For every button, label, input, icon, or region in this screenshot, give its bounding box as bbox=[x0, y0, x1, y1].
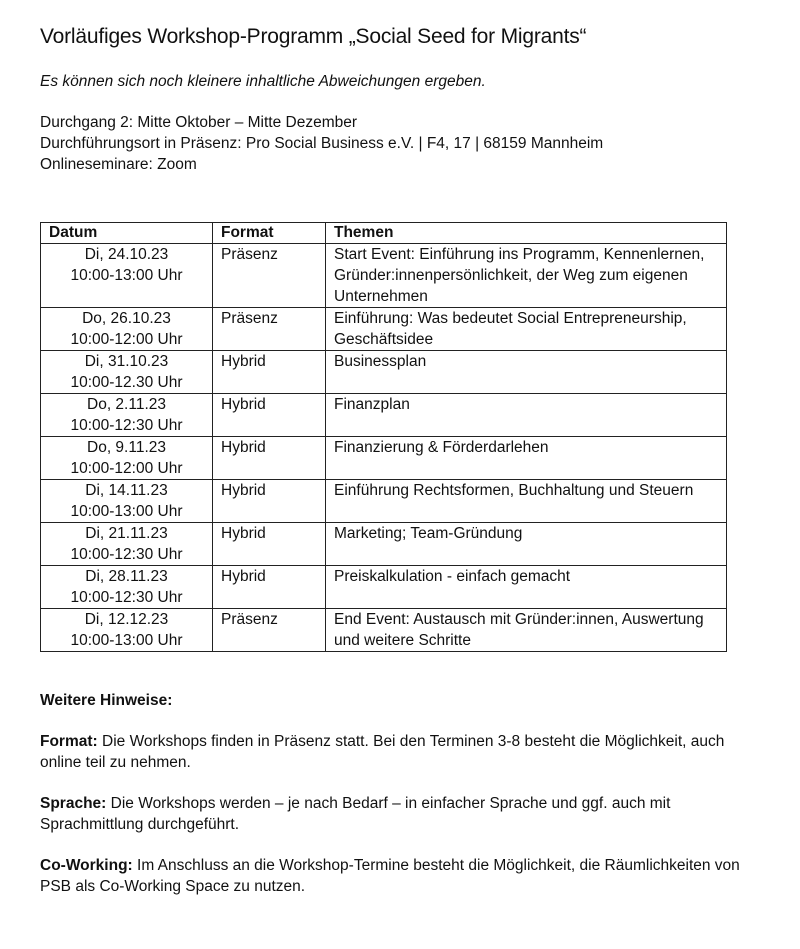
format-cell: Präsenz bbox=[213, 609, 326, 652]
table-header-row bbox=[41, 223, 727, 244]
table-row bbox=[41, 244, 727, 308]
date: Di, 12.12.23 bbox=[84, 611, 169, 628]
time: 10:00-12:30 Uhr bbox=[70, 546, 183, 563]
format-cell: Hybrid bbox=[213, 523, 326, 566]
durchgang-line: Durchgang 2: Mitte Oktober – Mitte Dezember bbox=[40, 114, 358, 131]
time: 10:00-13:00 Uhr bbox=[70, 632, 183, 649]
date-cell bbox=[41, 351, 213, 394]
table-row bbox=[41, 394, 727, 437]
date: Di, 21.11.23 bbox=[85, 525, 168, 542]
table-row bbox=[41, 566, 727, 609]
format-cell: Präsenz bbox=[213, 308, 326, 351]
note-coworking-text: Im Anschluss an die Workshop-Termine besteht die Möglichkeit, die Räumlichkeiten von PSB als Co-Working Space zu nutzen. bbox=[40, 857, 740, 895]
time: 10:00-12:30 Uhr bbox=[70, 589, 183, 606]
format-cell: Hybrid bbox=[213, 351, 326, 394]
date-cell bbox=[41, 394, 213, 437]
format-cell: Hybrid bbox=[213, 394, 326, 437]
date: Di, 24.10.23 bbox=[84, 246, 169, 263]
note-sprache-label: Sprache: bbox=[40, 795, 107, 812]
format-cell: Präsenz bbox=[213, 244, 326, 308]
time: 10:00-12.30 Uhr bbox=[70, 374, 183, 391]
table-row bbox=[41, 308, 727, 351]
date: Di, 14.11.23 bbox=[85, 482, 168, 499]
date-cell bbox=[41, 523, 213, 566]
note-coworking bbox=[40, 855, 760, 897]
notes-section bbox=[40, 690, 760, 897]
topic-cell: Finanzplan bbox=[326, 394, 727, 437]
date-cell bbox=[41, 480, 213, 523]
table-row bbox=[41, 480, 727, 523]
date: Di, 31.10.23 bbox=[84, 353, 169, 370]
table-row bbox=[41, 437, 727, 480]
program-meta bbox=[40, 112, 760, 175]
date-cell bbox=[41, 609, 213, 652]
note-format-label: Format: bbox=[40, 733, 98, 750]
table-row bbox=[41, 351, 727, 394]
topic-cell: End Event: Austausch mit Gründer:innen, Auswertung und weitere Schritte bbox=[326, 609, 727, 652]
topic-cell: Marketing; Team-Gründung bbox=[326, 523, 727, 566]
time: 10:00-13:00 Uhr bbox=[70, 267, 183, 284]
topic-cell: Start Event: Einführung ins Programm, Kennenlernen, Gründer:innenpersönlichkeit, der Weg zum eigenen Unternehmen bbox=[326, 244, 727, 308]
topic-cell: Einführung: Was bedeutet Social Entrepreneurship, Geschäftsidee bbox=[326, 308, 727, 351]
date: Do, 26.10.23 bbox=[82, 310, 171, 327]
time: 10:00-13:00 Uhr bbox=[70, 503, 183, 520]
note-coworking-label: Co-Working: bbox=[40, 857, 133, 874]
header-themen: Themen bbox=[326, 223, 727, 244]
header-format: Format bbox=[213, 223, 326, 244]
document-title: Vorläufiges Workshop-Programm „Social Seed for Migrants“ bbox=[40, 25, 587, 48]
online-line: Onlineseminare: Zoom bbox=[40, 156, 197, 173]
date: Do, 2.11.23 bbox=[87, 396, 166, 413]
format-cell: Hybrid bbox=[213, 437, 326, 480]
date-cell bbox=[41, 308, 213, 351]
topic-cell: Finanzierung & Förderdarlehen bbox=[326, 437, 727, 480]
date-cell bbox=[41, 244, 213, 308]
venue-line: Durchführungsort in Präsenz: Pro Social Business e.V. | F4, 17 | 68159 Mannheim bbox=[40, 135, 604, 152]
date-cell bbox=[41, 437, 213, 480]
topic-cell: Businessplan bbox=[326, 351, 727, 394]
format-cell: Hybrid bbox=[213, 566, 326, 609]
notes-heading: Weitere Hinweise: bbox=[40, 692, 173, 709]
date: Di, 28.11.23 bbox=[85, 568, 168, 585]
topic-cell: Preiskalkulation - einfach gemacht bbox=[326, 566, 727, 609]
date-cell bbox=[41, 566, 213, 609]
time: 10:00-12:30 Uhr bbox=[70, 417, 183, 434]
note-sprache bbox=[40, 793, 760, 835]
time: 10:00-12:00 Uhr bbox=[70, 460, 183, 477]
date: Do, 9.11.23 bbox=[87, 439, 166, 456]
table-row bbox=[41, 523, 727, 566]
note-sprache-text: Die Workshops werden – je nach Bedarf – in einfacher Sprache und ggf. auch mit Sprachmittlung durchgeführt. bbox=[40, 795, 671, 833]
note-format-text: Die Workshops finden in Präsenz statt. Bei den Terminen 3-8 besteht die Möglichkeit, auch online teil zu nehmen. bbox=[40, 733, 725, 771]
time: 10:00-12:00 Uhr bbox=[70, 331, 183, 348]
header-datum: Datum bbox=[41, 223, 213, 244]
schedule-table bbox=[40, 222, 727, 652]
disclaimer-note: Es können sich noch kleinere inhaltliche Abweichungen ergeben. bbox=[40, 73, 486, 90]
format-cell: Hybrid bbox=[213, 480, 326, 523]
document-page bbox=[40, 22, 760, 897]
table-row bbox=[41, 609, 727, 652]
note-format bbox=[40, 731, 760, 773]
topic-cell: Einführung Rechtsformen, Buchhaltung und Steuern bbox=[326, 480, 727, 523]
